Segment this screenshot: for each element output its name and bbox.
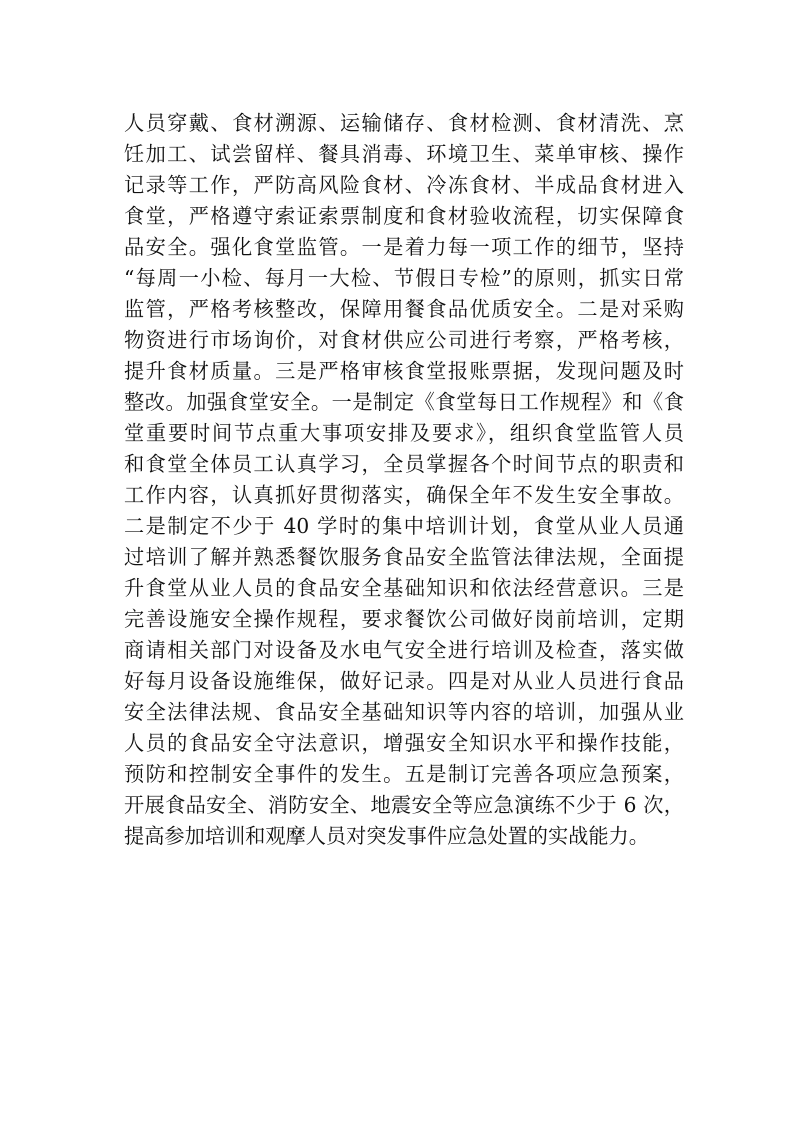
- text-line: 过培训了解并熟悉餐饮服务食品安全监管法律法规，全面提: [124, 545, 684, 569]
- text-line: 和食堂全体员工认真学习，全员掌握各个时间节点的职责和: [124, 452, 684, 476]
- text-line: 整改。加强食堂安全。一是制定《食堂每日工作规程》和《食: [124, 390, 684, 414]
- text-line: 饪加工、试尝留样、餐具消毒、环境卫生、菜单审核、操作: [124, 142, 684, 166]
- text-line: “每周一小检、每月一大检、节假日专检”的原则，抓实日常: [124, 266, 684, 290]
- text-line: 品安全。强化食堂监管。一是着力每一项工作的细节，坚持: [124, 235, 684, 259]
- text-line: 好每月设备设施维保，做好记录。四是对从业人员进行食品: [124, 669, 684, 693]
- text-line: 人员的食品安全守法意识，增强安全知识水平和操作技能，: [124, 731, 684, 755]
- text-line: 食堂，严格遵守索证索票制度和食材验收流程，切实保障食: [124, 204, 684, 228]
- text-line: 升食堂从业人员的食品安全基础知识和依法经营意识。三是: [124, 576, 684, 600]
- text-line: 完善设施安全操作规程，要求餐饮公司做好岗前培训，定期: [124, 607, 684, 631]
- text-line: 提高参加培训和观摩人员对突发事件应急处置的实战能力。: [124, 824, 649, 848]
- text-line: 监管，严格考核整改，保障用餐食品优质安全。二是对采购: [124, 297, 684, 321]
- text-line: 安全法律法规、食品安全基础知识等内容的培训，加强从业: [124, 700, 684, 724]
- text-line: 物资进行市场询价，对食材供应公司进行考察，严格考核，: [124, 328, 684, 352]
- text-line: 开展食品安全、消防安全、地震安全等应急演练不少于 6 次，: [124, 793, 684, 817]
- body-paragraph: [124, 108, 684, 852]
- text-line: 工作内容，认真抓好贯彻落实，确保全年不发生安全事故。: [124, 483, 684, 507]
- text-line: 记录等工作，严防高风险食材、冷冻食材、半成品食材进入: [124, 173, 684, 197]
- text-line: 预防和控制安全事件的发生。五是制订完善各项应急预案，: [124, 762, 684, 786]
- text-line: 堂重要时间节点重大事项安排及要求》，组织食堂监管人员: [124, 421, 684, 445]
- text-line: 二是制定不少于 40 学时的集中培训计划，食堂从业人员通: [124, 514, 684, 538]
- text-line: 提升食材质量。三是严格审核食堂报账票据，发现问题及时: [124, 359, 684, 383]
- text-line: 商请相关部门对设备及水电气安全进行培训及检查，落实做: [124, 638, 684, 662]
- text-line: 人员穿戴、食材溯源、运输储存、食材检测、食材清洗、烹: [124, 111, 684, 135]
